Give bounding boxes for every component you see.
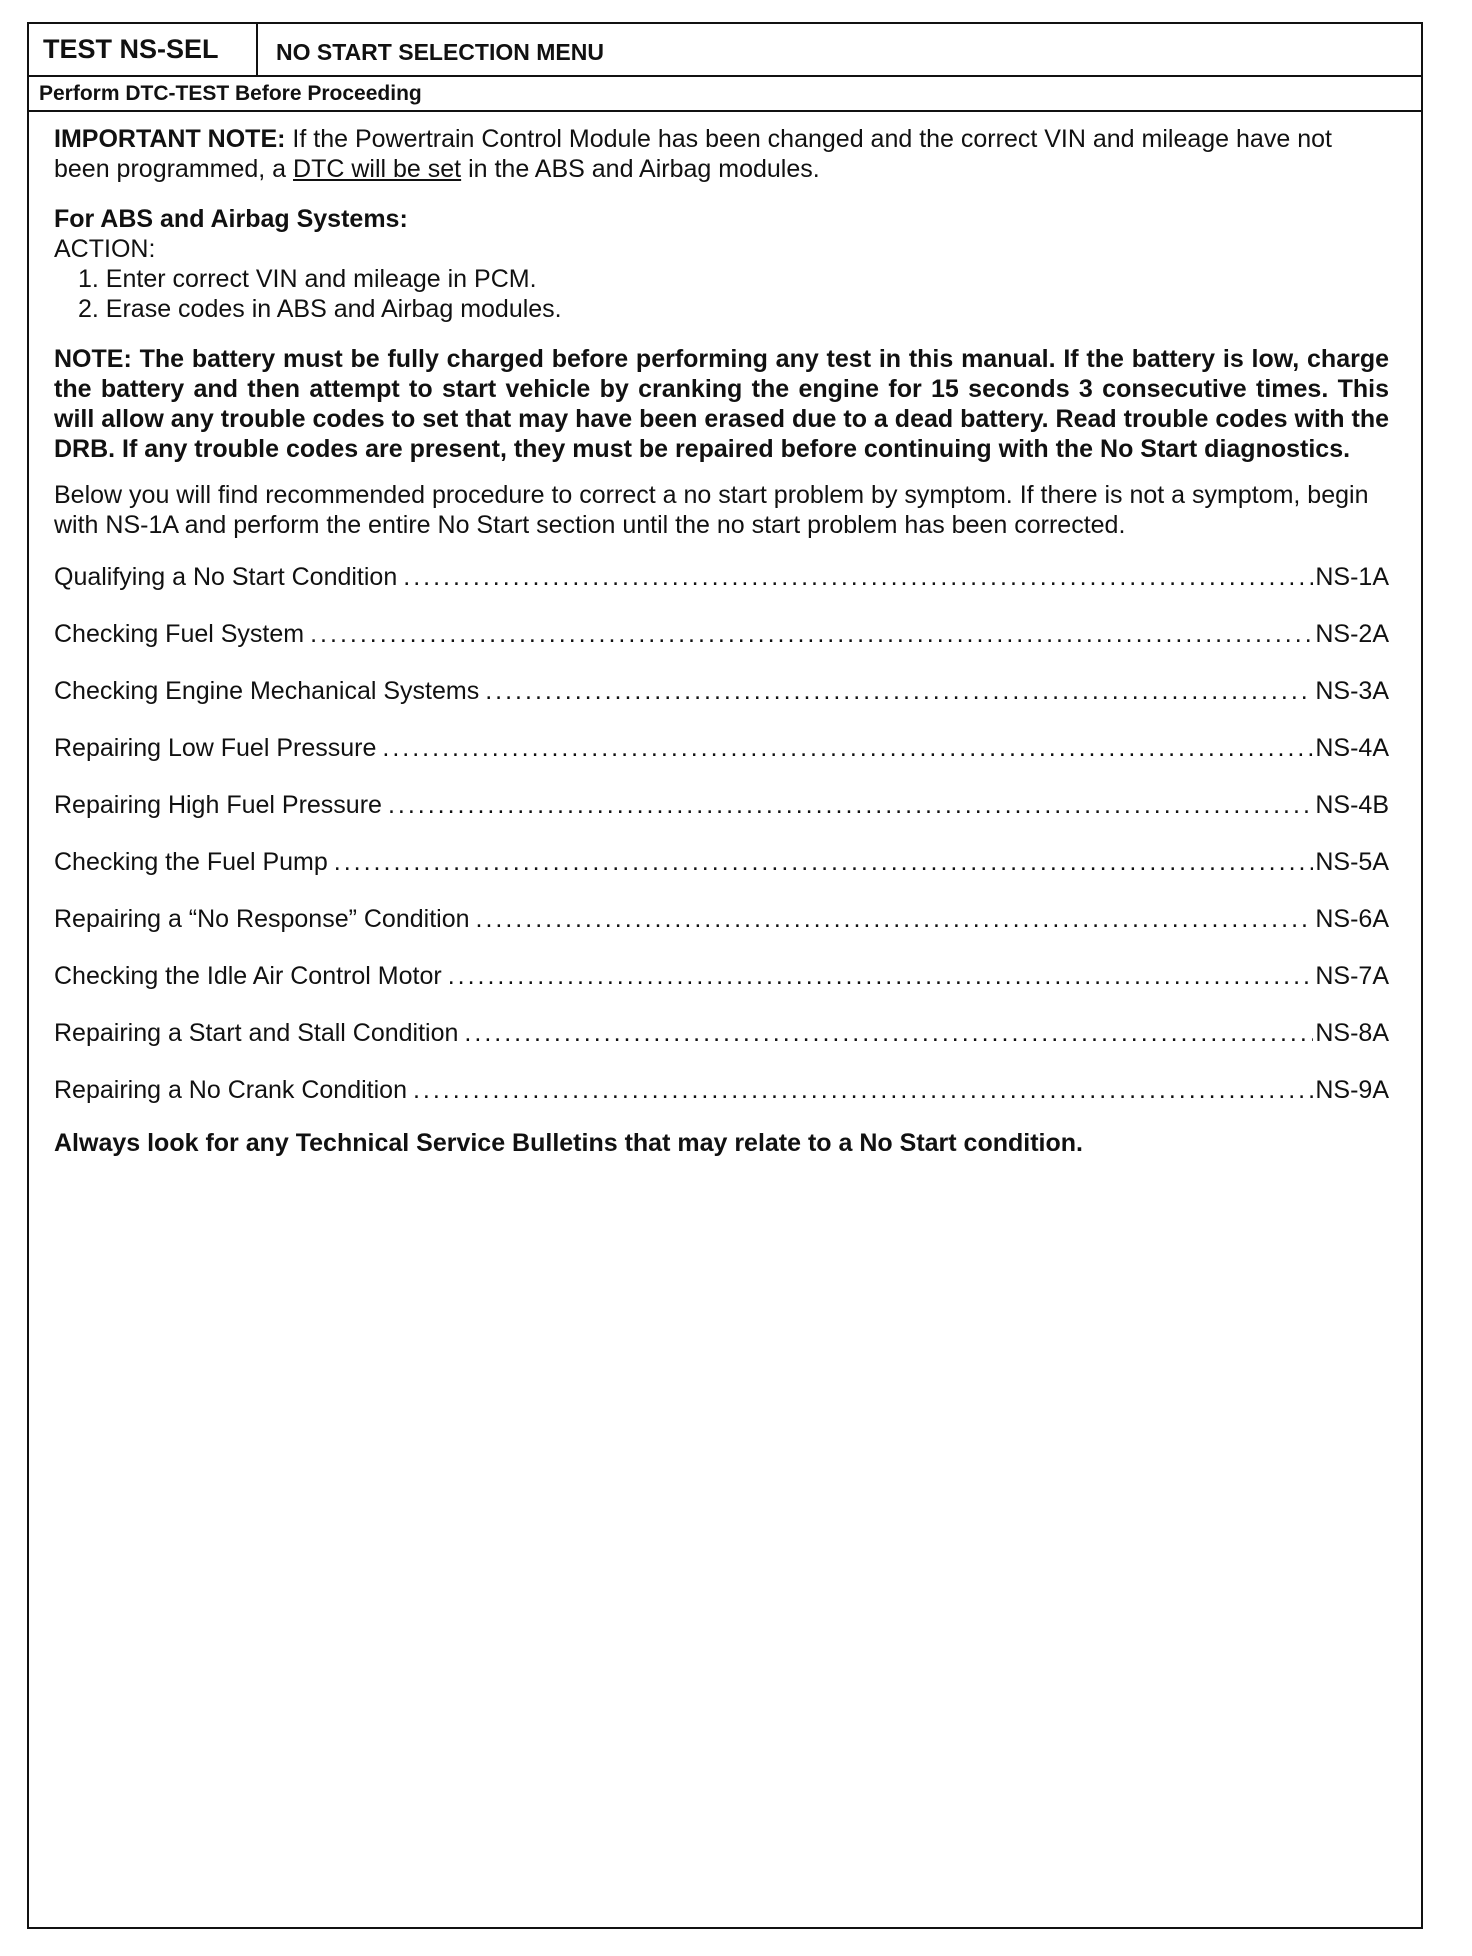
toc-item-code: NS-5A [1315,848,1389,876]
page-title: NO START SELECTION MENU [276,39,604,65]
toc-item-label: Repairing Low Fuel Pressure [54,734,377,762]
battery-note: NOTE: The battery must be fully charged before performing any test in this manual. If the battery is low, charge the battery and then attempt to start vehicle by cranking the engine for 15 seconds 3 consecutive times. This will allow any trouble codes to set that may have been erased due to a dead battery. Read trouble codes with the DRB. If any trouble codes are present, they must be repaired before continuing with the No Start diagnostics. [54,345,1389,463]
action-steps [54,264,1389,324]
content [29,112,1421,1158]
toc-item[interactable] [54,790,1389,820]
leader-dots [388,790,1313,820]
toc-item[interactable] [54,1075,1389,1105]
toc-item-code: NS-7A [1315,962,1389,990]
leader-dots [310,619,1313,649]
toc-item-label: Repairing a “No Response” Condition [54,905,470,933]
toc-item-code: NS-4B [1315,791,1389,819]
test-id: TEST NS-SEL [29,24,258,75]
toc-item[interactable] [54,676,1389,706]
toc-item-label: Repairing a Start and Stall Condition [54,1019,459,1047]
leader-dots [403,562,1313,592]
leader-dots [476,904,1314,934]
toc-item[interactable] [54,562,1389,592]
closing-note: Always look for any Technical Service Bulletins that may relate to a No Start condition. [54,1129,1083,1157]
toc-item-label: Repairing a No Crank Condition [54,1076,407,1104]
important-note-text-before: If the Powertrain Control Module has been changed and the correct VIN and mileage have not been programmed, a [54,125,1332,183]
toc-item-code: NS-6A [1315,905,1389,933]
header-row [29,24,1421,77]
toc-item[interactable] [54,904,1389,934]
toc-item-label: Checking the Fuel Pump [54,848,328,876]
toc-item[interactable] [54,1018,1389,1048]
important-note [54,124,1389,184]
toc-item[interactable] [54,961,1389,991]
toc-item-code: NS-2A [1315,620,1389,648]
leader-dots [448,961,1314,991]
leader-dots [464,1018,1313,1048]
toc-item-label: Qualifying a No Start Condition [54,563,398,591]
toc-item[interactable] [54,619,1389,649]
leader-dots [485,676,1313,706]
action-step: 2. Erase codes in ABS and Airbag modules. [78,295,562,323]
toc-item-code: NS-8A [1315,1019,1389,1047]
important-note-label: IMPORTANT NOTE: [54,125,286,153]
toc-item-code: NS-1A [1315,563,1389,591]
important-note-text-after: in the ABS and Airbag modules. [461,155,820,183]
toc-item-code: NS-9A [1315,1076,1389,1104]
toc-item-label: Checking Fuel System [54,620,305,648]
abs-airbag-heading: For ABS and Airbag Systems: [54,205,408,233]
leader-dots [334,847,1314,877]
toc-item-code: NS-3A [1315,677,1389,705]
toc-item-label: Checking the Idle Air Control Motor [54,962,442,990]
toc-item-label: Checking Engine Mechanical Systems [54,677,480,705]
leader-dots [413,1075,1313,1105]
subheader: Perform DTC-TEST Before Proceeding [29,77,1421,112]
toc-item-label: Repairing High Fuel Pressure [54,791,382,819]
important-note-underlined: DTC will be set [293,155,462,183]
action-label: ACTION: [54,235,156,263]
toc-item-code: NS-4A [1315,734,1389,762]
leader-dots [382,733,1313,763]
document-frame [27,22,1423,1929]
action-step: 1. Enter correct VIN and mileage in PCM. [78,265,537,293]
toc-item[interactable] [54,733,1389,763]
toc-item[interactable] [54,847,1389,877]
intro-text: Below you will find recommended procedure to correct a no start problem by symptom. If there is not a symptom, begin with NS-1A and perform the entire No Start section until the no start problem has been corrected. [54,481,1369,539]
toc-list [54,562,1389,1105]
